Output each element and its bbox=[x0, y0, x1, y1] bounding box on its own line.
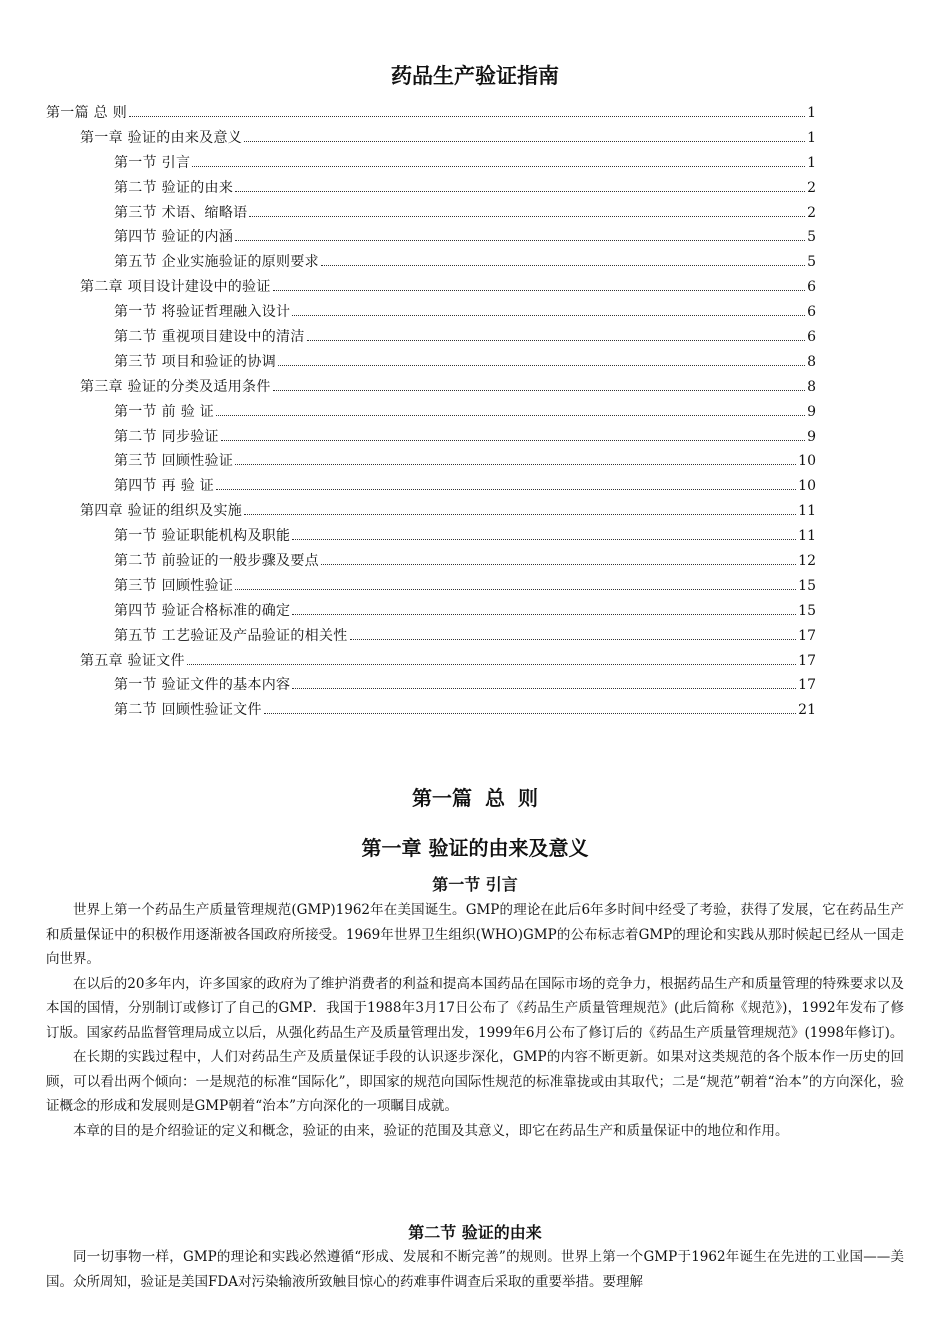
toc-entry-label: 第三节 术语、缩略语 bbox=[114, 204, 248, 221]
paragraph: 世界上第一个药品生产质量管理规范(GMP)1962年在美国诞生。GMP的理论在此后6年多时间中经受了考验，获得了发展，它在药品生产和质量保证中的积极作用逐渐被各国政府所接受。1969年世界卫生组织(WHO)GMP的公布标志着GMP的理论和实践从那时候起已经从一国走向世界。 bbox=[46, 902, 904, 967]
toc-entry-label: 第一节 将验证哲理融入设计 bbox=[114, 304, 291, 321]
paragraph: 在长期的实践过程中，人们对药品生产及质量保证手段的认识逐步深化，GMP的内容不断更新。如果对这类规范的各个版本作一历史的回顾，可以看出两个倾向：一是规范的标准“国际化”，即国家的规范向国际性规范的标准靠拢或由其取代；二是“规范”朝着“治本”的方向深化，验证概念的形成和发展则是GMP朝着“治本”方向深化的一项瞩目成就。 bbox=[46, 1049, 904, 1114]
toc-entry[interactable] bbox=[46, 649, 816, 674]
toc-dot-leader bbox=[292, 539, 796, 540]
toc-dot-leader bbox=[264, 713, 796, 714]
toc-dot-leader bbox=[292, 688, 796, 689]
toc-entry[interactable] bbox=[46, 599, 816, 624]
toc-entry[interactable] bbox=[46, 474, 816, 499]
toc-entry-page-number: 11 bbox=[798, 528, 816, 545]
toc-dot-leader bbox=[350, 639, 797, 640]
toc-entry-page-number: 6 bbox=[807, 304, 816, 321]
toc-dot-leader bbox=[221, 440, 805, 441]
toc-entry-label: 第四节 验证的内涵 bbox=[114, 229, 234, 246]
toc-entry-label: 第一篇 总 则 bbox=[46, 105, 127, 121]
toc-entry[interactable] bbox=[46, 375, 816, 400]
toc-entry-page-number: 8 bbox=[807, 353, 816, 370]
toc-entry[interactable] bbox=[46, 275, 816, 300]
toc-dot-leader bbox=[187, 664, 796, 665]
toc-entry[interactable] bbox=[46, 325, 816, 350]
toc-entry-page-number: 9 bbox=[807, 428, 816, 445]
toc-dot-leader bbox=[307, 340, 805, 341]
toc-entry[interactable] bbox=[46, 549, 816, 574]
toc-entry-label: 第三章 验证的分类及适用条件 bbox=[80, 378, 271, 395]
toc-dot-leader bbox=[244, 141, 805, 142]
toc-entry[interactable] bbox=[46, 449, 816, 474]
toc-entry[interactable] bbox=[46, 225, 816, 250]
paragraph: 在以后的20多年内，许多国家的政府为了维护消费者的利益和提高本国药品在国际市场的竞争力，根据药品生产和质量管理的特殊要求以及本国的国情，分别制订或修订了自己的GMP．我国于1988年3月17日公布了《药品生产质量管理规范》(此后简称《规范》)，1992年发布了修订版。国家药品监督管理局成立以后，从强化药品生产及质量管理出发，1999年6月公布了修订后的《药品生产质量管理规范》(1998年修订)。 bbox=[46, 975, 904, 1041]
toc-entry[interactable] bbox=[46, 499, 816, 524]
table-of-contents bbox=[46, 101, 816, 723]
toc-entry-page-number: 6 bbox=[807, 329, 816, 346]
toc-dot-leader bbox=[216, 489, 796, 490]
toc-entry-page-number: 1 bbox=[807, 129, 816, 146]
toc-entry-page-number: 1 bbox=[807, 105, 816, 121]
toc-entry-page-number: 12 bbox=[798, 553, 816, 570]
toc-entry[interactable] bbox=[46, 400, 816, 425]
toc-entry[interactable] bbox=[46, 624, 816, 649]
toc-entry[interactable] bbox=[46, 250, 816, 275]
toc-entry-page-number: 10 bbox=[798, 478, 816, 495]
toc-entry-label: 第一节 验证职能机构及职能 bbox=[114, 528, 291, 545]
toc-entry-label: 第五节 工艺验证及产品验证的相关性 bbox=[114, 627, 348, 644]
toc-dot-leader bbox=[278, 365, 805, 366]
toc-entry-page-number: 21 bbox=[798, 702, 816, 719]
toc-entry[interactable] bbox=[46, 350, 816, 375]
toc-entry[interactable] bbox=[46, 524, 816, 549]
toc-entry-label: 第二章 项目设计建设中的验证 bbox=[80, 279, 271, 296]
toc-entry-page-number: 9 bbox=[807, 403, 816, 420]
toc-dot-leader bbox=[273, 390, 805, 391]
toc-entry-page-number: 17 bbox=[798, 677, 816, 694]
part-title: 第一篇 总 则 bbox=[412, 786, 538, 810]
section-1-body bbox=[46, 898, 904, 1143]
toc-entry-page-number: 17 bbox=[798, 652, 816, 669]
toc-entry-label: 第四章 验证的组织及实施 bbox=[80, 503, 243, 520]
toc-entry-label: 第三节 回顾性验证 bbox=[114, 453, 234, 470]
toc-entry-page-number: 5 bbox=[807, 229, 816, 246]
toc-dot-leader bbox=[235, 191, 805, 192]
document-title: 药品生产验证指南 bbox=[391, 64, 559, 88]
toc-entry[interactable] bbox=[46, 101, 816, 126]
toc-entry[interactable] bbox=[46, 698, 816, 723]
toc-entry-label: 第四节 再 验 证 bbox=[114, 478, 215, 495]
toc-entry-label: 第二节 回顾性验证文件 bbox=[114, 702, 262, 719]
toc-entry[interactable] bbox=[46, 574, 816, 599]
section-2-title: 第二节 验证的由来 bbox=[408, 1223, 542, 1242]
toc-dot-leader bbox=[292, 315, 805, 316]
toc-entry-page-number: 17 bbox=[798, 627, 816, 644]
toc-entry-label: 第一节 引言 bbox=[114, 154, 191, 171]
paragraph: 本章的目的是介绍验证的定义和概念，验证的由来，验证的范围及其意义，即它在药品生产和质量保证中的地位和作用。 bbox=[73, 1122, 789, 1139]
toc-entry-label: 第二节 前验证的一般步骤及要点 bbox=[114, 553, 319, 570]
toc-entry[interactable] bbox=[46, 126, 816, 151]
toc-dot-leader bbox=[249, 216, 805, 217]
toc-dot-leader bbox=[273, 290, 805, 291]
toc-entry-label: 第二节 同步验证 bbox=[114, 428, 219, 445]
toc-entry-page-number: 2 bbox=[807, 179, 816, 196]
toc-entry-page-number: 11 bbox=[798, 503, 816, 520]
section-1-title: 第一节 引言 bbox=[432, 875, 518, 894]
toc-dot-leader bbox=[321, 564, 796, 565]
toc-entry-label: 第一节 前 验 证 bbox=[114, 403, 215, 420]
toc-entry-label: 第五节 企业实施验证的原则要求 bbox=[114, 254, 319, 271]
toc-entry-label: 第四节 验证合格标准的确定 bbox=[114, 602, 291, 619]
toc-entry-page-number: 6 bbox=[807, 279, 816, 296]
toc-dot-leader bbox=[321, 265, 805, 266]
toc-entry[interactable] bbox=[46, 673, 816, 698]
section-2-body bbox=[46, 1245, 904, 1294]
toc-dot-leader bbox=[129, 116, 805, 117]
toc-entry-label: 第三节 项目和验证的协调 bbox=[114, 353, 277, 370]
chapter-title: 第一章 验证的由来及意义 bbox=[361, 836, 589, 860]
toc-entry-page-number: 2 bbox=[807, 204, 816, 221]
toc-entry-page-number: 8 bbox=[807, 378, 816, 395]
toc-dot-leader bbox=[235, 240, 805, 241]
toc-dot-leader bbox=[235, 589, 796, 590]
toc-entry-label: 第一节 验证文件的基本内容 bbox=[114, 677, 291, 694]
toc-dot-leader bbox=[216, 415, 805, 416]
toc-dot-leader bbox=[244, 514, 796, 515]
toc-dot-leader bbox=[192, 166, 805, 167]
toc-entry-page-number: 15 bbox=[798, 577, 816, 594]
toc-entry-page-number: 1 bbox=[807, 154, 816, 171]
paragraph: 同一切事物一样，GMP的理论和实践必然遵循“形成、发展和不断完善”的规则。世界上第一个GMP于1962年诞生在先进的工业国——美国。众所周知，验证是美国FDA对污染输液所致触目惊心的药难事件调查后采取的重要举措。要理解 bbox=[46, 1249, 904, 1290]
toc-entry-label: 第二节 验证的由来 bbox=[114, 179, 234, 196]
toc-entry[interactable] bbox=[46, 300, 816, 325]
toc-entry[interactable] bbox=[46, 425, 816, 450]
toc-entry-page-number: 5 bbox=[807, 254, 816, 271]
toc-dot-leader bbox=[292, 614, 796, 615]
toc-entry[interactable] bbox=[46, 151, 816, 176]
toc-entry-page-number: 10 bbox=[798, 453, 816, 470]
toc-entry[interactable] bbox=[46, 176, 816, 201]
toc-entry-label: 第一章 验证的由来及意义 bbox=[80, 129, 243, 146]
toc-dot-leader bbox=[235, 464, 796, 465]
toc-entry[interactable] bbox=[46, 201, 816, 226]
toc-entry-label: 第五章 验证文件 bbox=[80, 652, 185, 669]
toc-entry-label: 第二节 重视项目建设中的清洁 bbox=[114, 329, 305, 346]
toc-entry-page-number: 15 bbox=[798, 602, 816, 619]
toc-entry-label: 第三节 回顾性验证 bbox=[114, 577, 234, 594]
